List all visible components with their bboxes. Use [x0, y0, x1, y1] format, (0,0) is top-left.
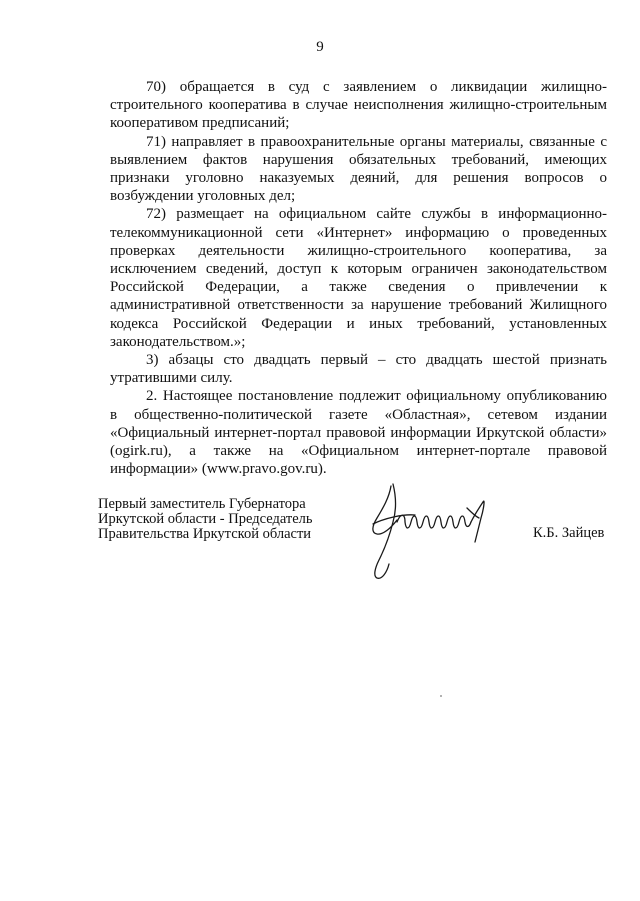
page-number: 9: [316, 39, 324, 55]
paragraph-item-72: 72) размещает на официальном сайте службы в информационно-телекоммуникационной сети «Интернет» информацию о проведенных проверках деятельности жилищно-строительного кооператива, за исключением сведений, доступ к которым ограничен законодательством Российской Федерации, а также сведения о привлечении к административной ответственности за нарушение требований Жилищного кодекса Российской Федерации и иных требований, установленных законодательством.»;: [110, 206, 607, 350]
paragraph-item-70: 70) обращается в суд с заявлением о ликвидации жилищно-строительного кооператива в случае неисполнения жилищно-строительным кооперативом предписаний;: [110, 79, 607, 132]
paragraph-item-71: 71) направляет в правоохранительные органы материалы, связанные с выявлением фактов нарушения обязательных требований, имеющих признаки уголовно наказуемых деяний, для решения вопросов о возбуждении уголовных дел;: [110, 133, 607, 205]
signatory-name: К.Б. Зайцев: [533, 525, 605, 541]
signatory-position: [98, 497, 358, 541]
paragraph-subitem-3: 3) абзацы сто двадцать первый – сто двадцать шестой признать утратившими силу.: [110, 352, 607, 387]
signatory-position-line: Первый заместитель Губернатора: [98, 496, 306, 512]
handwritten-signature: [363, 478, 503, 588]
signatory-position-line: Иркутской области - Председатель: [98, 510, 313, 527]
document-body: [110, 78, 607, 478]
scan-speck: [440, 695, 442, 697]
paragraph-point-2: 2. Настоящее постановление подлежит официальному опубликованию в общественно-политической газете «Областная», сетевом издании «Официальный интернет-портал правовой информации Иркутской области» (ogirk.ru), а также на «Официальном интернет-портале правовой информации» (www.pravo.gov.ru).: [110, 388, 607, 478]
signatory-position-line: Правительства Иркутской области: [98, 525, 312, 542]
